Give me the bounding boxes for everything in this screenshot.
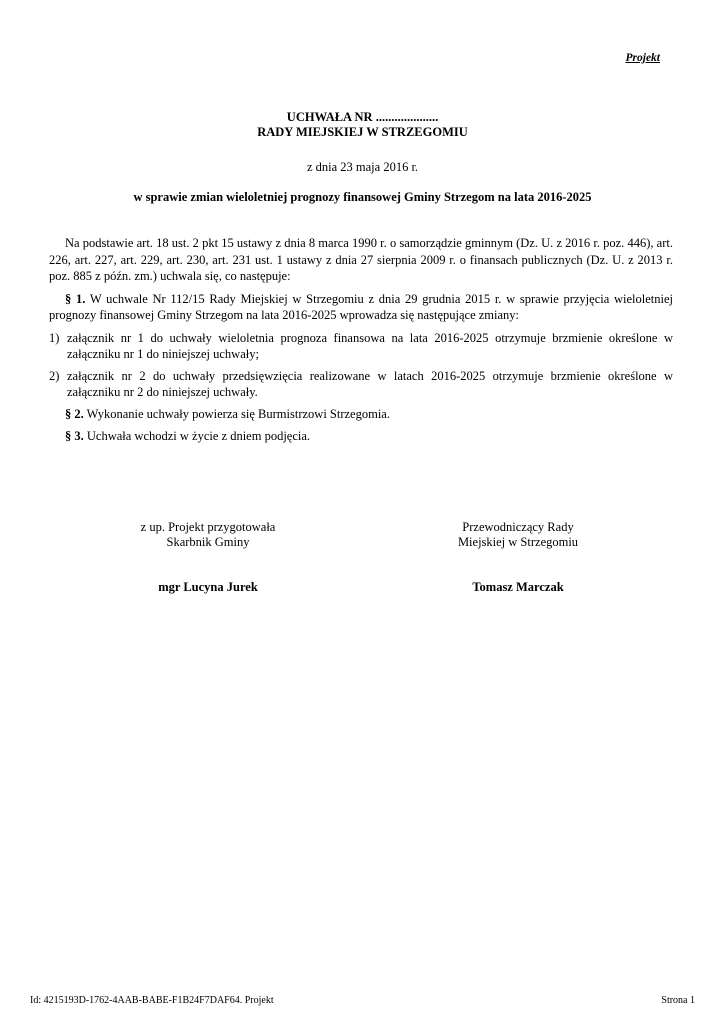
signature-right-line2: Miejskiej w Strzegomiu xyxy=(457,535,579,549)
section-2-text: Wykonanie uchwały powierza się Burmistrzowi Strzegomia. xyxy=(83,406,390,421)
signature-right-line1: Przewodniczący Rady xyxy=(462,520,574,534)
section-2 xyxy=(49,406,673,423)
section-1 xyxy=(49,291,673,324)
footer-id: Id: 4215193D-1762-4AAB-BABE-F1B24F7DAF64. Projekt xyxy=(30,995,274,1006)
signature-right xyxy=(388,520,648,595)
section-1-text: W uchwale Nr 112/15 Rady Miejskiej w Strzegomiu z dnia 29 grudnia 2015 r. w sprawie przyjęcia wieloletniej prognozy finansowej Gminy Strzegom na lata 2016-2025 wprowadza się następujące zmiany: xyxy=(49,291,673,322)
list-marker: 2) xyxy=(49,368,60,383)
signature-left xyxy=(78,520,338,595)
document-subject: w sprawie zmian wieloletniej prognozy finansowej Gminy Strzegom na lata 2016-2025 xyxy=(133,190,592,204)
signature-left-line1: z up. Projekt przygotowała xyxy=(140,520,276,534)
title-line-1: UCHWAŁA NR .................... xyxy=(286,110,439,124)
list-item xyxy=(49,330,673,363)
document-body xyxy=(49,235,673,451)
list-text: załącznik nr 1 do uchwały wieloletnia prognoza finansowa na lata 2016-2025 otrzymuje brzmienie określone w załączniku nr 1 do niniejszej uchwały; xyxy=(67,330,673,361)
signature-left-name: mgr Lucyna Jurek xyxy=(158,580,258,594)
title-line-2: RADY MIEJSKIEJ W STRZEGOMIU xyxy=(257,125,468,139)
list-text: załącznik nr 2 do uchwały przedsięwzięcia realizowane w latach 2016-2025 otrzymuje brzmienie określone w załączniku nr 2 do niniejszej uchwały. xyxy=(67,368,673,399)
section-3-text: Uchwała wchodzi w życie z dniem podjęcia. xyxy=(83,429,311,443)
document-title xyxy=(0,110,725,140)
section-3 xyxy=(49,428,673,445)
list-marker: 1) xyxy=(49,330,60,345)
section-2-number: § 2. xyxy=(65,406,84,421)
signature-right-name: Tomasz Marczak xyxy=(472,580,564,594)
signature-left-line2: Skarbnik Gminy xyxy=(166,535,250,549)
document-date: z dnia 23 maja 2016 r. xyxy=(306,160,419,174)
list-item xyxy=(49,368,673,401)
section-1-number: § 1. xyxy=(65,291,86,306)
page-footer xyxy=(30,995,695,1006)
projekt-mark: Projekt xyxy=(625,52,660,64)
footer-page-number: Strona 1 xyxy=(661,995,695,1006)
preamble: Na podstawie art. 18 ust. 2 pkt 15 ustawy z dnia 8 marca 1990 r. o samorządzie gminnym (Dz. U. z 2016 r. poz. 446), art. 226, art. 227, art. 229, art. 230, art. 231 ust. 1 ustawy z dnia 27 sierpnia 2009 r. o finansach publicznych (Dz. U. z 2013 r. poz. 885 z późn. zm.) uchwala się, co następuje: xyxy=(49,236,673,283)
section-3-number: § 3. xyxy=(65,429,84,443)
